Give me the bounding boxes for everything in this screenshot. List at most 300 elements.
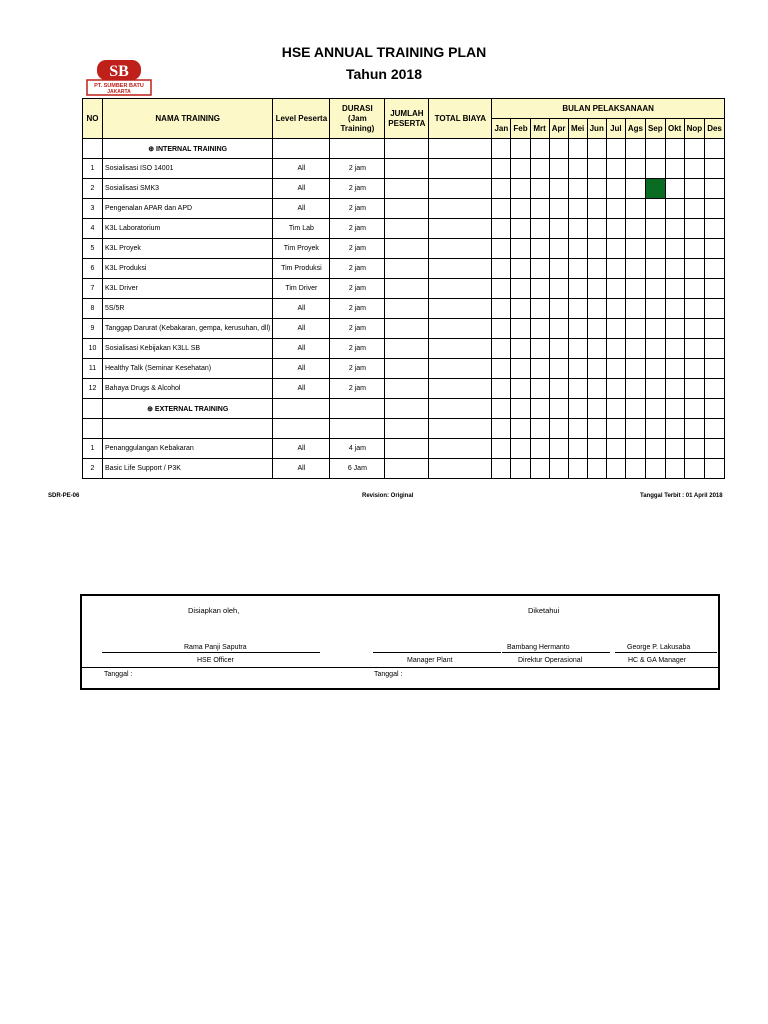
month-cell xyxy=(492,359,511,379)
month-cell xyxy=(665,179,684,199)
month-cell xyxy=(705,459,725,479)
total-biaya xyxy=(429,279,492,299)
month-cell xyxy=(568,359,587,379)
month-cell xyxy=(645,359,665,379)
total-biaya xyxy=(429,379,492,399)
month-cell xyxy=(511,319,530,339)
month-cell xyxy=(606,199,625,219)
header-level-peserta: Level Peserta xyxy=(273,99,330,139)
header-total-biaya: TOTAL BIAYA xyxy=(429,99,492,139)
month-cell xyxy=(549,159,568,179)
month-cell xyxy=(625,179,645,199)
month-cell xyxy=(705,179,725,199)
month-cell xyxy=(568,439,587,459)
month-cell xyxy=(511,239,530,259)
durasi: 2 jam xyxy=(330,219,385,239)
month-cell xyxy=(625,459,645,479)
month-cell xyxy=(492,139,511,159)
month-cell xyxy=(511,179,530,199)
month-cell xyxy=(625,199,645,219)
durasi: 6 Jam xyxy=(330,459,385,479)
section-label: ⊕ EXTERNAL TRAINING xyxy=(103,399,273,419)
month-cell xyxy=(530,259,549,279)
month-cell xyxy=(549,299,568,319)
month-cell xyxy=(625,439,645,459)
month-cell xyxy=(684,259,705,279)
header-bulan-pelaksanaan: BULAN PELAKSANAAN xyxy=(492,99,725,119)
month-cell xyxy=(587,339,606,359)
month-cell xyxy=(705,139,725,159)
month-cell xyxy=(568,199,587,219)
durasi: 2 jam xyxy=(330,339,385,359)
month-cell xyxy=(492,339,511,359)
month-cell xyxy=(606,319,625,339)
month-cell xyxy=(606,179,625,199)
month-cell xyxy=(511,419,530,439)
month-cell xyxy=(606,339,625,359)
month-cell xyxy=(645,219,665,239)
level-peserta: All xyxy=(273,199,330,219)
durasi: 2 jam xyxy=(330,179,385,199)
month-cell xyxy=(645,299,665,319)
ops-director-name: Bambang Hermanto xyxy=(507,644,570,651)
header-jumlah-peserta: JUMLAH PESERTA xyxy=(385,99,429,139)
jumlah-peserta xyxy=(385,239,429,259)
training-row xyxy=(83,159,725,179)
month-cell xyxy=(530,319,549,339)
month-cell xyxy=(511,459,530,479)
level-peserta: All xyxy=(273,379,330,399)
month-cell xyxy=(568,279,587,299)
company-logo xyxy=(83,60,155,96)
durasi: 2 jam xyxy=(330,159,385,179)
total-biaya xyxy=(429,159,492,179)
empty-cell xyxy=(385,139,429,159)
month-cell xyxy=(606,159,625,179)
month-cell xyxy=(511,139,530,159)
month-cell xyxy=(587,319,606,339)
month-cell xyxy=(684,399,705,419)
prepared-role: HSE Officer xyxy=(197,657,234,664)
internal-training-section xyxy=(83,139,725,159)
month-cell xyxy=(549,459,568,479)
month-cell xyxy=(492,399,511,419)
header-durasi: DURASI (Jam Training) xyxy=(330,99,385,139)
month-cell xyxy=(705,159,725,179)
training-name: Sosialisasi Kebijakan K3LL SB xyxy=(103,339,273,359)
training-row xyxy=(83,379,725,399)
month-cell xyxy=(530,399,549,419)
month-cell xyxy=(530,379,549,399)
month-cell xyxy=(549,419,568,439)
month-cell xyxy=(705,219,725,239)
month-cell xyxy=(705,239,725,259)
month-cell xyxy=(549,319,568,339)
month-cell xyxy=(568,339,587,359)
empty-cell xyxy=(83,399,103,419)
month-cell xyxy=(684,359,705,379)
durasi: 2 jam xyxy=(330,379,385,399)
training-row xyxy=(83,279,725,299)
month-cell xyxy=(511,359,530,379)
month-header: Jan xyxy=(492,119,511,139)
month-cell xyxy=(705,339,725,359)
total-biaya xyxy=(429,319,492,339)
month-cell xyxy=(568,159,587,179)
level-peserta: All xyxy=(273,179,330,199)
month-cell xyxy=(549,239,568,259)
empty-cell xyxy=(385,399,429,419)
training-name: Bahaya Drugs & Alcohol xyxy=(103,379,273,399)
month-cell xyxy=(568,399,587,419)
row-number: 1 xyxy=(83,439,103,459)
row-number: 6 xyxy=(83,259,103,279)
month-cell xyxy=(645,199,665,219)
level-peserta: All xyxy=(273,459,330,479)
total-biaya xyxy=(429,439,492,459)
scheduled-month-mark xyxy=(645,179,665,199)
jumlah-peserta xyxy=(385,359,429,379)
month-cell xyxy=(606,439,625,459)
level-peserta: Tim Driver xyxy=(273,279,330,299)
month-cell xyxy=(492,179,511,199)
month-cell xyxy=(530,459,549,479)
training-name: K3L Proyek xyxy=(103,239,273,259)
month-cell xyxy=(568,179,587,199)
month-cell xyxy=(549,139,568,159)
empty-cell xyxy=(330,139,385,159)
level-peserta: All xyxy=(273,319,330,339)
month-cell xyxy=(684,199,705,219)
month-cell xyxy=(511,259,530,279)
jumlah-peserta xyxy=(385,319,429,339)
month-cell xyxy=(549,379,568,399)
month-cell xyxy=(665,239,684,259)
total-biaya xyxy=(429,459,492,479)
training-name: Pengenalan APAR dan APD xyxy=(103,199,273,219)
level-peserta: All xyxy=(273,159,330,179)
jumlah-peserta xyxy=(385,199,429,219)
acknowledged-label: Diketahui xyxy=(528,606,560,615)
signature-line-ops xyxy=(502,652,610,653)
hc-manager-role: HC & GA Manager xyxy=(628,657,686,664)
month-cell xyxy=(705,319,725,339)
month-cell xyxy=(705,359,725,379)
month-cell xyxy=(549,439,568,459)
month-cell xyxy=(606,239,625,259)
month-cell xyxy=(645,239,665,259)
month-cell xyxy=(492,159,511,179)
durasi: 4 jam xyxy=(330,439,385,459)
month-cell xyxy=(606,419,625,439)
month-cell xyxy=(530,199,549,219)
month-cell xyxy=(549,179,568,199)
empty-cell xyxy=(273,419,330,439)
month-cell xyxy=(665,359,684,379)
month-cell xyxy=(511,219,530,239)
external-training-section xyxy=(83,399,725,419)
jumlah-peserta xyxy=(385,279,429,299)
month-cell xyxy=(645,419,665,439)
month-cell xyxy=(511,159,530,179)
document-subtitle: Tahun 2018 xyxy=(346,66,422,82)
empty-cell xyxy=(429,419,492,439)
total-biaya xyxy=(429,339,492,359)
month-cell xyxy=(511,199,530,219)
training-row xyxy=(83,439,725,459)
training-row xyxy=(83,179,725,199)
hc-manager-name: George P. Lakusaba xyxy=(627,644,691,651)
month-cell xyxy=(530,139,549,159)
month-cell xyxy=(587,219,606,239)
month-cell xyxy=(665,279,684,299)
level-peserta: All xyxy=(273,299,330,319)
month-cell xyxy=(587,159,606,179)
ops-director-role: Direktur Operasional xyxy=(518,657,583,664)
training-row xyxy=(83,359,725,379)
month-cell xyxy=(511,279,530,299)
row-number: 4 xyxy=(83,219,103,239)
training-row xyxy=(83,239,725,259)
jumlah-peserta xyxy=(385,259,429,279)
jumlah-peserta xyxy=(385,219,429,239)
total-biaya xyxy=(429,219,492,239)
training-row xyxy=(83,299,725,319)
month-cell xyxy=(492,219,511,239)
date-label-prepared: Tanggal : xyxy=(104,671,133,678)
signature-line-prepared xyxy=(102,652,320,653)
month-cell xyxy=(645,139,665,159)
month-cell xyxy=(492,259,511,279)
jumlah-peserta xyxy=(385,159,429,179)
month-cell xyxy=(511,379,530,399)
month-cell xyxy=(625,259,645,279)
month-cell xyxy=(625,239,645,259)
month-header: Mrt xyxy=(530,119,549,139)
month-cell xyxy=(549,199,568,219)
month-cell xyxy=(492,439,511,459)
signature-line-manager xyxy=(373,652,501,653)
month-cell xyxy=(625,419,645,439)
month-cell xyxy=(684,279,705,299)
level-peserta: Tim Proyek xyxy=(273,239,330,259)
month-cell xyxy=(606,359,625,379)
month-cell xyxy=(568,459,587,479)
month-header: Feb xyxy=(511,119,530,139)
month-cell xyxy=(625,299,645,319)
month-cell xyxy=(568,239,587,259)
signature-divider xyxy=(82,667,718,668)
row-number: 10 xyxy=(83,339,103,359)
month-header: Jul xyxy=(606,119,625,139)
empty-row xyxy=(83,419,725,439)
empty-cell xyxy=(103,419,273,439)
month-cell xyxy=(568,219,587,239)
month-cell xyxy=(492,379,511,399)
month-cell xyxy=(530,179,549,199)
month-cell xyxy=(625,279,645,299)
month-cell xyxy=(684,339,705,359)
month-cell xyxy=(665,299,684,319)
month-cell xyxy=(549,399,568,419)
durasi: 2 jam xyxy=(330,259,385,279)
month-cell xyxy=(684,459,705,479)
month-cell xyxy=(492,279,511,299)
month-cell xyxy=(684,319,705,339)
month-cell xyxy=(625,139,645,159)
month-header: Nop xyxy=(684,119,705,139)
durasi: 2 jam xyxy=(330,319,385,339)
month-cell xyxy=(511,339,530,359)
month-cell xyxy=(587,259,606,279)
month-cell xyxy=(568,419,587,439)
month-cell xyxy=(705,259,725,279)
row-number: 3 xyxy=(83,199,103,219)
month-cell xyxy=(606,279,625,299)
month-cell xyxy=(645,159,665,179)
month-cell xyxy=(645,459,665,479)
month-cell xyxy=(625,159,645,179)
month-header: Sep xyxy=(645,119,665,139)
month-cell xyxy=(492,239,511,259)
total-biaya xyxy=(429,259,492,279)
month-header: Apr xyxy=(549,119,568,139)
month-cell xyxy=(530,239,549,259)
level-peserta: All xyxy=(273,339,330,359)
month-header: Ags xyxy=(625,119,645,139)
month-cell xyxy=(665,379,684,399)
month-cell xyxy=(492,319,511,339)
durasi: 2 jam xyxy=(330,239,385,259)
training-row xyxy=(83,199,725,219)
month-cell xyxy=(587,379,606,399)
level-peserta: All xyxy=(273,359,330,379)
row-number: 9 xyxy=(83,319,103,339)
month-cell xyxy=(530,439,549,459)
durasi: 2 jam xyxy=(330,279,385,299)
training-name: K3L Driver xyxy=(103,279,273,299)
month-cell xyxy=(549,339,568,359)
month-cell xyxy=(645,339,665,359)
date-label-acknowledged: Tanggal : xyxy=(374,671,403,678)
training-name: K3L Produksi xyxy=(103,259,273,279)
jumlah-peserta xyxy=(385,299,429,319)
month-cell xyxy=(587,459,606,479)
empty-cell xyxy=(83,419,103,439)
month-cell xyxy=(530,219,549,239)
level-peserta: Tim Produksi xyxy=(273,259,330,279)
month-cell xyxy=(587,439,606,459)
month-cell xyxy=(549,279,568,299)
month-cell xyxy=(625,319,645,339)
total-biaya xyxy=(429,199,492,219)
month-cell xyxy=(530,359,549,379)
month-cell xyxy=(665,159,684,179)
month-cell xyxy=(511,299,530,319)
month-cell xyxy=(665,319,684,339)
month-cell xyxy=(625,359,645,379)
section-label: ⊕ INTERNAL TRAINING xyxy=(103,139,273,159)
month-cell xyxy=(568,139,587,159)
month-cell xyxy=(645,379,665,399)
month-cell xyxy=(625,379,645,399)
training-name: Basic Life Support / P3K xyxy=(103,459,273,479)
month-cell xyxy=(645,399,665,419)
month-cell xyxy=(684,219,705,239)
month-cell xyxy=(645,279,665,299)
month-cell xyxy=(492,299,511,319)
row-number: 7 xyxy=(83,279,103,299)
header-nama-training: NAMA TRAINING xyxy=(103,99,273,139)
month-cell xyxy=(645,319,665,339)
month-cell xyxy=(530,279,549,299)
month-cell xyxy=(568,319,587,339)
month-cell xyxy=(625,339,645,359)
month-cell xyxy=(665,259,684,279)
row-number: 2 xyxy=(83,459,103,479)
training-name: 5S/5R xyxy=(103,299,273,319)
month-cell xyxy=(665,459,684,479)
month-cell xyxy=(549,259,568,279)
month-cell xyxy=(587,179,606,199)
month-cell xyxy=(511,439,530,459)
empty-cell xyxy=(83,139,103,159)
revision-text: Revision: Original xyxy=(362,493,414,499)
month-cell xyxy=(587,239,606,259)
month-cell xyxy=(492,419,511,439)
month-cell xyxy=(684,439,705,459)
level-peserta: Tim Lab xyxy=(273,219,330,239)
month-cell xyxy=(568,259,587,279)
month-cell xyxy=(530,299,549,319)
month-cell xyxy=(587,419,606,439)
empty-cell xyxy=(273,139,330,159)
empty-cell xyxy=(273,399,330,419)
month-cell xyxy=(530,159,549,179)
month-cell xyxy=(705,279,725,299)
total-biaya xyxy=(429,359,492,379)
training-row xyxy=(83,459,725,479)
total-biaya xyxy=(429,179,492,199)
month-cell xyxy=(665,339,684,359)
training-name: K3L Laboratorium xyxy=(103,219,273,239)
logo-sub2: JAKARTA xyxy=(107,89,131,95)
month-cell xyxy=(684,419,705,439)
issue-date: Tanggal Terbit : 01 April 2018 xyxy=(640,493,723,499)
month-cell xyxy=(606,379,625,399)
month-cell xyxy=(587,399,606,419)
manager-plant-role: Manager Plant xyxy=(407,657,453,664)
month-cell xyxy=(705,439,725,459)
training-name: Sosialisasi SMK3 xyxy=(103,179,273,199)
month-cell xyxy=(705,419,725,439)
row-number: 12 xyxy=(83,379,103,399)
month-cell xyxy=(665,139,684,159)
training-row xyxy=(83,219,725,239)
month-cell xyxy=(492,459,511,479)
month-cell xyxy=(606,459,625,479)
month-cell xyxy=(568,299,587,319)
total-biaya xyxy=(429,299,492,319)
month-cell xyxy=(665,199,684,219)
month-cell xyxy=(625,399,645,419)
document-code: SDR-PE-06 xyxy=(48,493,80,499)
month-cell xyxy=(665,219,684,239)
month-cell xyxy=(625,219,645,239)
month-cell xyxy=(705,199,725,219)
training-name: Penanggulangan Kebakaran xyxy=(103,439,273,459)
month-cell xyxy=(684,159,705,179)
